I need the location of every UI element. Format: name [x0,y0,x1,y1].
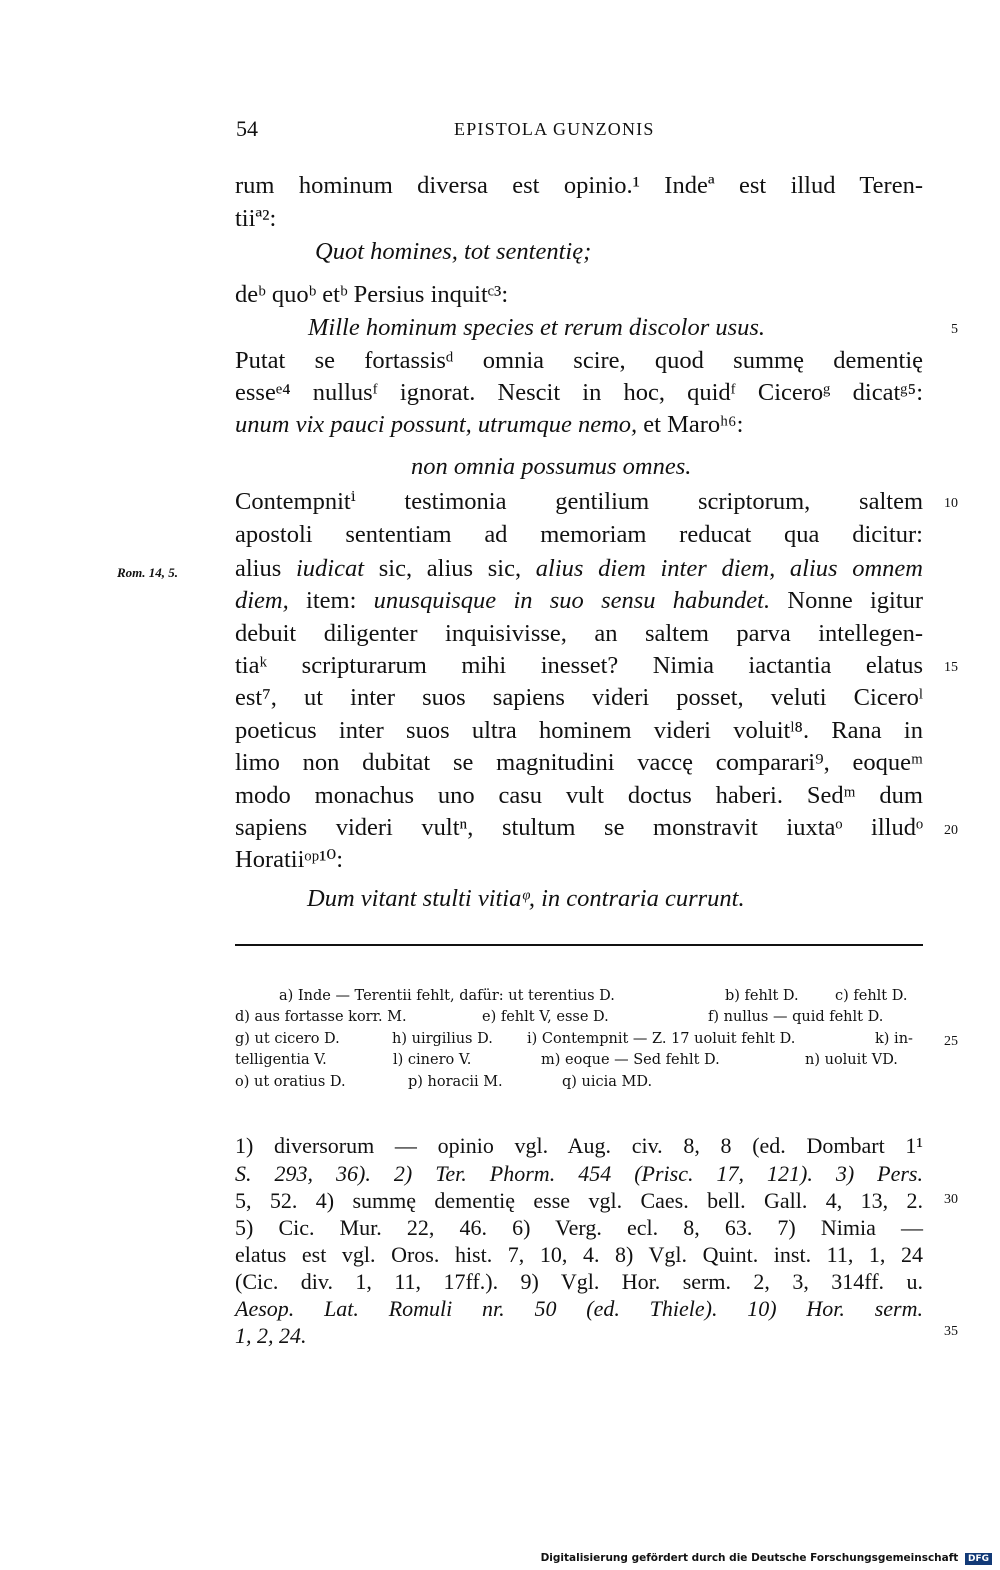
source-note-line-6: (Cic. div. 1, 11, 17ff.). 9) Vgl. Hor. serm. 2, 3, 314ff. u. [235,1269,923,1294]
source-note-line-7: Aesop. Lat. Romuli nr. 50 (ed. Thiele). 10) Hor. serm. [235,1296,923,1321]
apparatus-note: a) Inde — Terentii fehlt, dafür: ut terentius D. [279,988,615,1004]
text-line-8 [235,413,923,438]
source-note-line-1: 1) diversorum — opinio vgl. Aug. civ. 8, 8 (ed. Dombart 1¹ [235,1133,923,1158]
text-line-1: rum hominum diversa est opinio.¹ Indeª est illud Teren- [235,172,923,199]
text-line-10: Contempnitⁱ testimonia gentilium scriptorum, saltem [235,488,923,515]
apparatus-note: f) nullus — quid fehlt D. [708,1009,884,1025]
apparatus-note: d) aus fortasse korr. M. [235,1009,407,1025]
text-line-15: tiaᵏ scripturarum mihi inesset? Nimia iactantia elatus [235,652,923,679]
line-number: 35 [944,1324,958,1339]
line-number: 30 [944,1192,958,1207]
line-number: 25 [944,1034,958,1049]
apparatus-line-5 [235,1074,923,1092]
scripture-quote: diem, [235,587,289,614]
line-number: 5 [951,322,958,337]
apparatus-note: h) uirgilius D. [392,1031,493,1047]
apparatus-line-2 [235,1009,923,1027]
text-line-16: est⁷, ut inter suos sapiens videri posset, veluti Ciceroˡ [235,684,923,711]
apparatus-note: o) ut oratius D. [235,1074,346,1090]
text-line-18: limo non dubitat se magnitudini vaccę comparari⁹, eoqueᵐ [235,749,923,776]
apparatus-note: i) Contempnit — Z. 17 uoluit fehlt D. [527,1031,796,1047]
text-line-14: debuit diligenter inquisivisse, an saltem parva intellegen- [235,620,923,647]
scripture-quote: unusquisque in suo sensu habundet. [373,587,771,614]
text-line-11: apostoli sententiam ad memoriam reducat qua dicitur: [235,521,923,548]
verse-persius: Mille hominum species et rerum discolor usus. [308,314,766,341]
apparatus-note: l) cinero V. [393,1052,472,1068]
apparatus-note: b) fehlt D. [725,988,799,1004]
text-line-19: modo monachus uno casu vult doctus haberi. Sedᵐ dum [235,782,923,809]
apparatus-note: g) ut cicero D. [235,1031,340,1047]
credit-text: Digitalisierung gefördert durch die Deutsche Forschungsgemeinschaft [540,1552,959,1564]
text-line-13 [235,589,923,614]
apparatus-line-1 [235,988,923,1006]
scripture-quote: iudicat [295,555,365,582]
line-number: 15 [944,660,958,675]
text-fragment: alius [235,555,282,582]
margin-reference: Rom. 14, 5. [117,565,179,580]
text-line-7: esseᵉ⁴ nullusᶠ ignorat. Nescit in hoc, quidᶠ Ciceroᵍ dicatᵍ⁵: [235,379,923,406]
page-number: 54 [236,116,258,141]
dfg-logo: DFG [965,1553,992,1565]
source-note-line-5: elatus est vgl. Oros. hist. 7, 10, 4. 8) Vgl. Quint. inst. 11, 1, 24 [235,1242,923,1267]
text-line-8-rest: et Maroʰ⁶: [643,411,744,438]
text-line-20: sapiens videri vultⁿ, stultum se monstravit iuxtaᵒ illudᵒ [235,814,923,841]
text-line-17: poeticus inter suos ultra hominem videri voluitˡ⁸. Rana in [235,717,923,744]
apparatus-line-3 [235,1031,923,1049]
scripture-quote: alius diem inter diem, alius omnem [535,555,923,582]
text-line-2: tiiª²: [235,205,277,232]
cicero-quote: unum vix pauci possunt, utrumque nemo, [235,411,638,438]
text-fragment: Nonne igitur [787,587,924,614]
apparatus-note: telligentia V. [235,1052,327,1068]
apparatus-note: m) eoque — Sed fehlt D. [541,1052,720,1068]
verse-virgil: non omnia possumus omnes. [411,453,692,480]
source-note-line-2: S. 293, 36). 2) Ter. Phorm. 454 (Prisc. 17, 121). 3) Pers. [235,1161,923,1186]
apparatus-note: q) uicia MD. [562,1074,653,1090]
line-number: 10 [944,496,958,511]
apparatus-note: c) fehlt D. [835,988,908,1004]
apparatus-note: k) in- [875,1031,913,1047]
line-number: 20 [944,823,958,838]
apparatus-note: e) fehlt V, esse D. [482,1009,609,1025]
apparatus-note: p) horacii M. [408,1074,503,1090]
source-note-line-3: 5, 52. 4) summę dementię esse vgl. Caes. bell. Gall. 4, 13, 2. [235,1188,923,1213]
digitization-credit [541,1552,992,1565]
running-title: EPISTOLA GUNZONIS [454,119,655,139]
apparatus-note: n) uoluit VD. [805,1052,898,1068]
apparatus-line-4 [235,1052,923,1070]
text-line-21: Horatiiᵒᵖ¹⁰: [235,846,344,873]
text-line-6: Putat se fortassisᵈ omnia scire, quod summę dementię [235,347,923,374]
text-line-12 [235,557,923,582]
footnote-rule [235,944,923,946]
source-note-line-8: 1, 2, 24. [235,1323,307,1348]
verse-horace: Dum vitant stulti vitiaᵠ, in contraria currunt. [307,885,745,912]
source-note-line-4: 5) Cic. Mur. 22, 46. 6) Verg. ecl. 8, 63. 7) Nimia — [235,1215,923,1240]
verse-terence: Quot homines, tot sententię; [315,238,592,265]
text-fragment: item: [306,587,357,614]
text-fragment: sic, alius sic, [378,555,522,582]
text-line-4: deᵇ quoᵇ etᵇ Persius inquitᶜ³: [235,281,509,308]
